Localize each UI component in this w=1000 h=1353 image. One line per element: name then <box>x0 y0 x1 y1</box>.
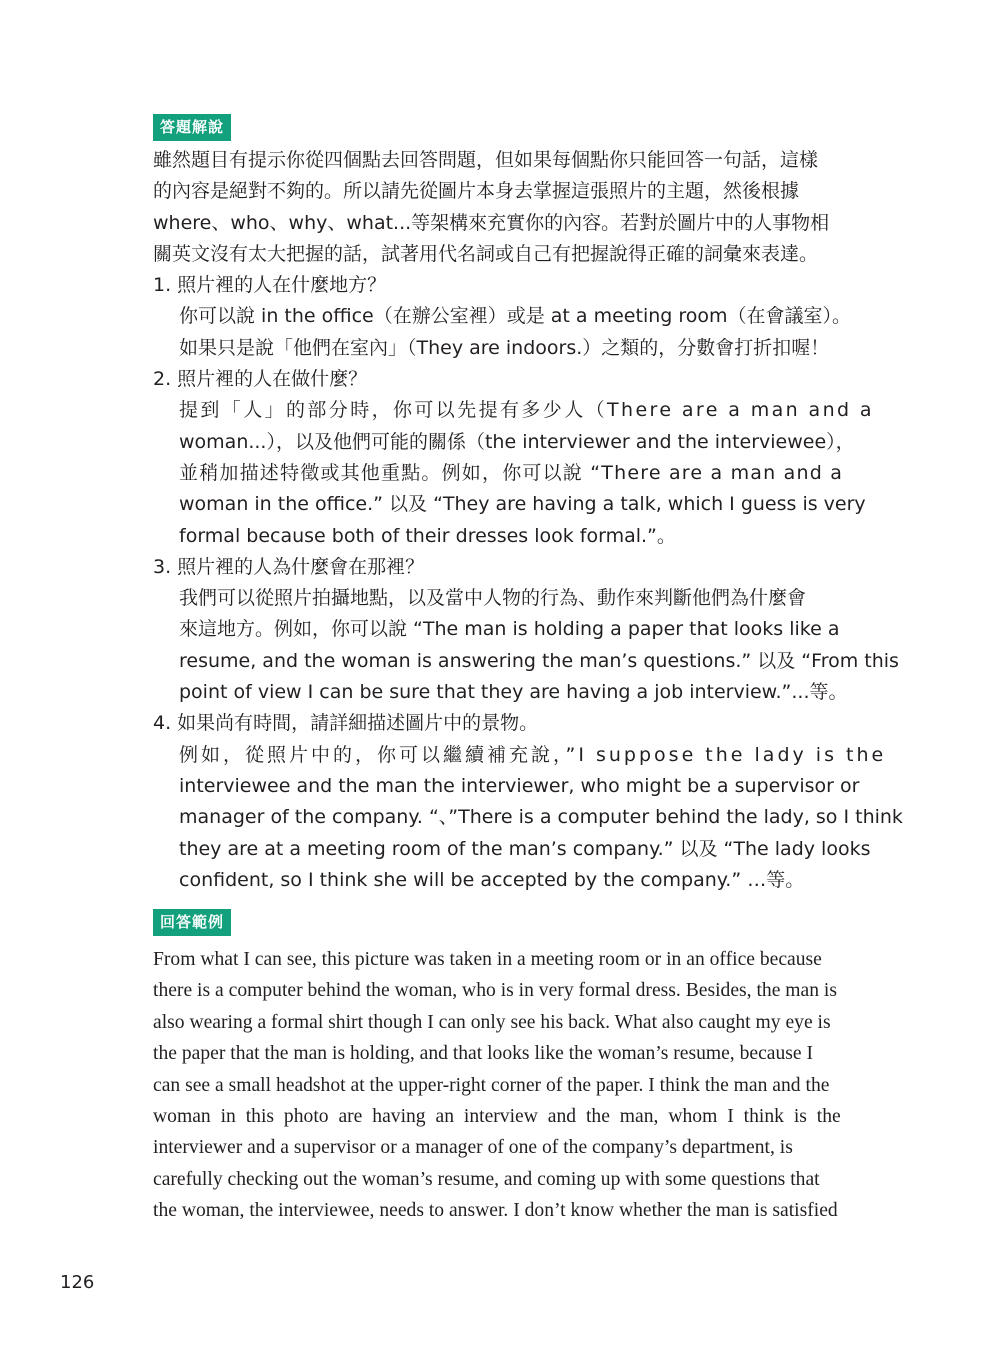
sample-line: interviewer and a supervisor or a manager of one of the company’s department, is <box>153 1137 793 1159</box>
explanation-section <box>153 145 903 896</box>
point-line: confident, so I think she will be accepted by the company.” …等。 <box>179 868 805 891</box>
point-heading: 4. 如果尚有時間，請詳細描述圖片中的景物。 <box>153 712 539 735</box>
point-line: point of view I can be sure that they are having a job interview.”...等。 <box>179 681 848 704</box>
intro-line: 的內容是絕對不夠的。所以請先從圖片本身去掌握這張照片的主題，然後根據 <box>153 180 800 203</box>
point-line: 如果只是說「他們在室內」（They are indoors.）之類的，分數會打折扣喔！ <box>179 336 830 359</box>
point-line: interviewee and the man the interviewer, who might be a supervisor or <box>179 774 860 797</box>
point-line: they are at a meeting room of the man’s company.” 以及 “The lady looks <box>179 837 871 860</box>
point-heading: 2. 照片裡的人在做什麼？ <box>153 368 368 391</box>
point-line: resume, and the woman is answering the man’s questions.” 以及 “From this <box>179 649 899 672</box>
sample-answer-section <box>153 944 883 1227</box>
point-line: formal because both of their dresses look formal.”。 <box>179 524 676 547</box>
point-line: 提到「人」的部分時，你可以先提有多少人（There are a man and a <box>179 399 874 422</box>
sample-answer-badge: 回答範例 <box>153 909 231 936</box>
point-line: 我們可以從照片拍攝地點，以及當中人物的行為、動作來判斷他們為什麼會 <box>179 587 807 610</box>
sample-line: can see a small headshot at the upper-right corner of the paper. I think the man and the <box>153 1074 830 1096</box>
point-line: manager of the company. “、”There is a computer behind the lady, so I think <box>179 806 903 829</box>
intro-line: where、who、why、what...等架構來充實你的內容。若對於圖片中的人事物相 <box>153 211 830 234</box>
point-line: 來這地方。例如，你可以說 “The man is holding a paper that looks like a <box>179 618 840 641</box>
sample-line: also wearing a formal shirt though I can only see his back. What also caught my eye is <box>153 1011 831 1033</box>
sample-line: carefully checking out the woman’s resume, and coming up with some questions that <box>153 1168 820 1190</box>
point-line: 例如，從照片中的，你可以繼續補充說，”I suppose the lady is the <box>179 743 887 766</box>
point-line: 並稍加描述特徵或其他重點。例如，你可以說 “There are a man and a <box>179 461 844 484</box>
intro-line: 雖然題目有提示你從四個點去回答問題，但如果每個點你只能回答一句話，這樣 <box>153 149 819 171</box>
explanation-badge: 答題解說 <box>153 114 231 141</box>
sample-line: From what I can see, this picture was taken in a meeting room or in an office because <box>153 949 822 970</box>
sample-line: woman in this photo are having an interview and the man, whom I think is the <box>153 1105 841 1127</box>
page-number: 126 <box>60 1272 95 1293</box>
point-heading: 1. 照片裡的人在什麼地方？ <box>153 274 387 297</box>
sample-line: the paper that the man is holding, and that looks like the woman’s resume, because I <box>153 1043 814 1065</box>
point-line: woman in the office.” 以及 “They are having a talk, which I guess is very <box>179 493 866 516</box>
point-line: 你可以說 in the office（在辦公室裡）或是 at a meeting room（在會議室）。 <box>179 305 852 328</box>
point-line: woman...），以及他們可能的關係（the interviewer and the interviewee）， <box>179 430 855 453</box>
point-heading: 3. 照片裡的人為什麼會在那裡？ <box>153 555 425 578</box>
intro-line: 關英文沒有太大把握的話，試著用代名詞或自己有把握說得正確的詞彙來表達。 <box>153 242 819 265</box>
sample-line: the woman, the interviewee, needs to answer. I don’t know whether the man is satisfied <box>153 1200 838 1222</box>
sample-line: there is a computer behind the woman, who is in very formal dress. Besides, the man is <box>153 980 837 1002</box>
